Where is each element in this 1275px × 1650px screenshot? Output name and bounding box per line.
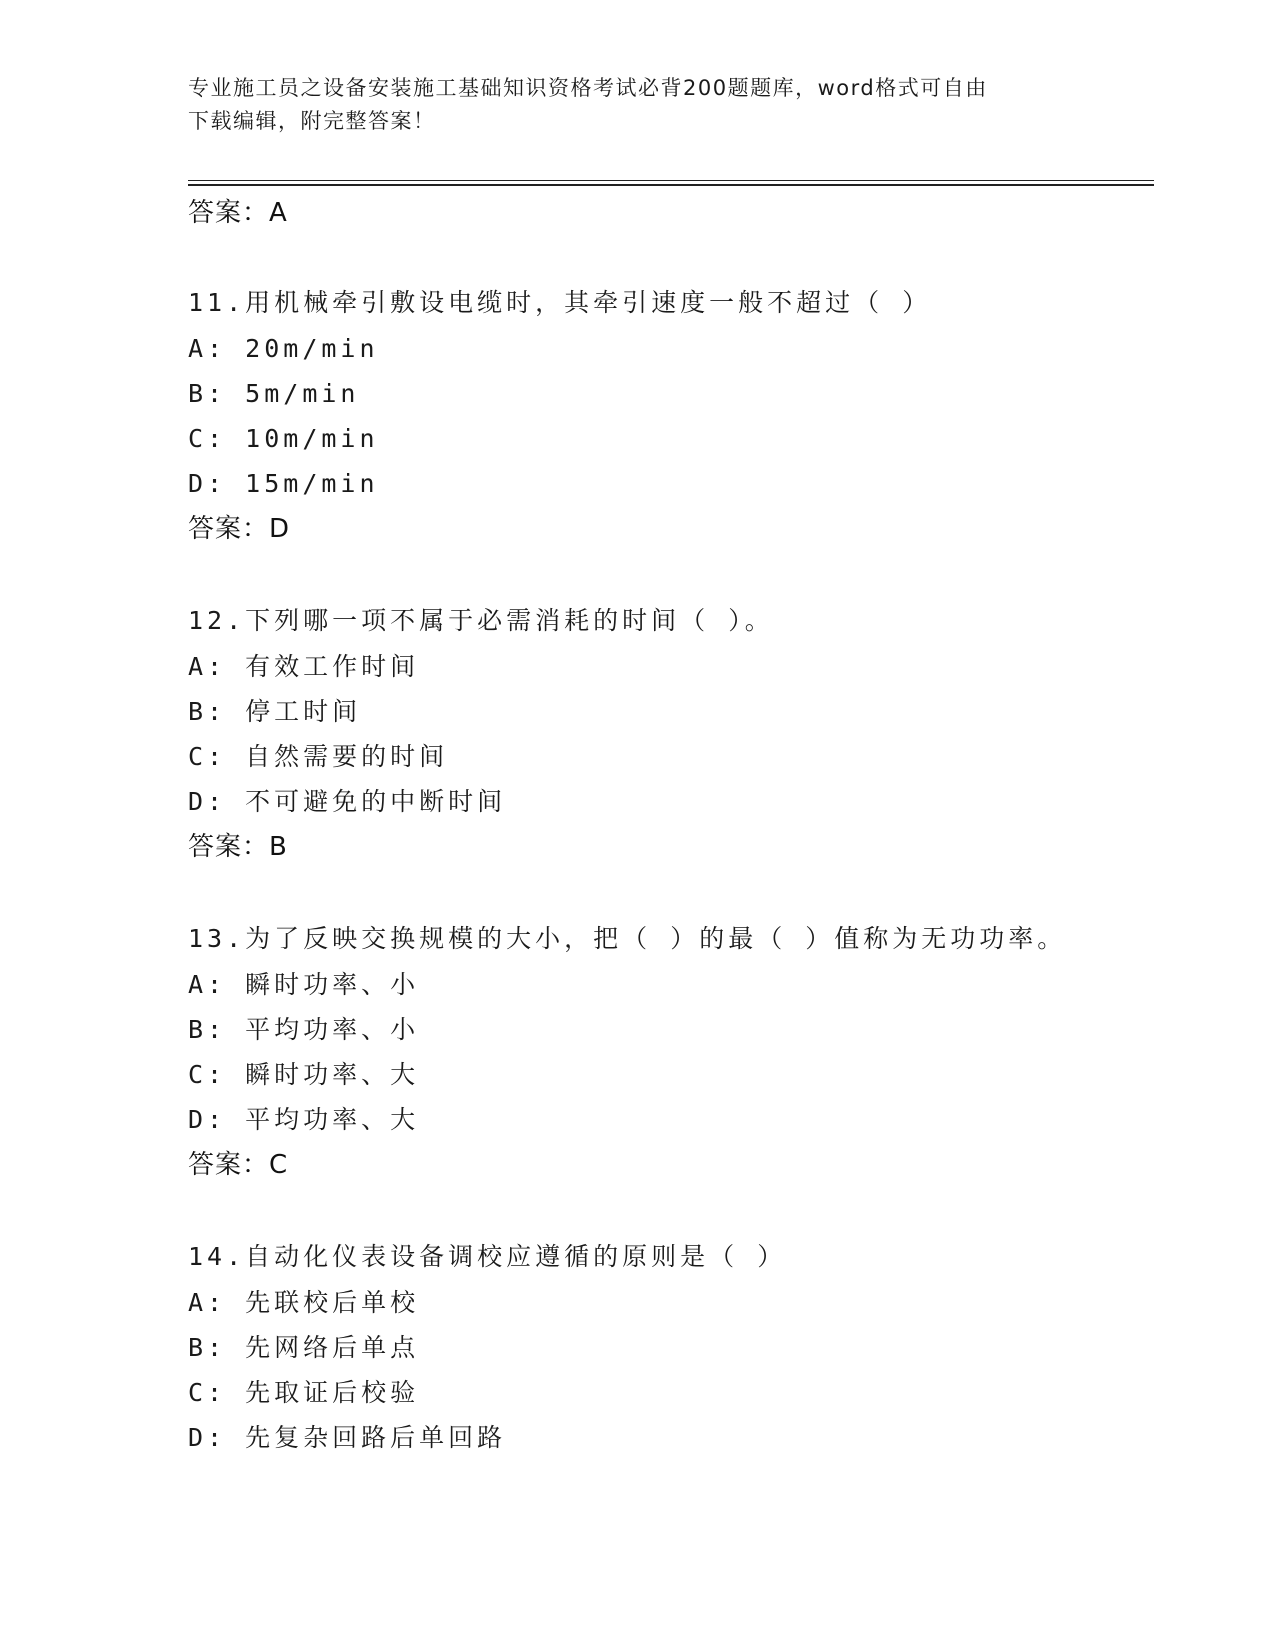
- option-text: 停工时间: [245, 697, 362, 726]
- option-key: A:: [188, 652, 227, 681]
- answer-line: 答案：C: [188, 1150, 289, 1180]
- question-text: 13.为了反映交换规模的大小，把（ ）的最（ ）值称为无功功率。: [188, 924, 1067, 953]
- option-key: C:: [188, 1060, 227, 1089]
- option-key: C:: [188, 742, 227, 771]
- option-d: [188, 1415, 1138, 1460]
- header-line-1: 专业施工员之设备安装施工基础知识资格考试必背200题题库，word格式可自由: [188, 76, 988, 100]
- option-a: [188, 1280, 1138, 1325]
- question-item: [188, 280, 1138, 552]
- previous-answer: 答案：A: [188, 198, 288, 228]
- option-text: 先联校后单校: [245, 1288, 420, 1317]
- question-text: 12.下列哪一项不属于必需消耗的时间（ ）。: [188, 606, 774, 635]
- option-key: B:: [188, 379, 227, 408]
- option-text: 先取证后校验: [245, 1378, 420, 1407]
- option-text: 自然需要的时间: [245, 742, 449, 771]
- option-text: 平均功率、小: [245, 1015, 420, 1044]
- header-rule-thick: [188, 184, 1154, 186]
- option-d: [188, 1097, 1138, 1142]
- option-key: A:: [188, 334, 227, 363]
- option-key: D:: [188, 787, 227, 816]
- question-text: 11.用机械牵引敷设电缆时，其牵引速度一般不超过（ ）: [188, 288, 932, 317]
- header-line-2: 下载编辑，附完整答案！: [188, 109, 436, 133]
- option-key: D:: [188, 1105, 227, 1134]
- option-text: 不可避免的中断时间: [245, 787, 507, 816]
- option-text: 20m/min: [245, 334, 379, 363]
- option-c: [188, 1052, 1138, 1097]
- option-b: [188, 371, 1138, 416]
- option-key: D:: [188, 1423, 227, 1452]
- option-key: C:: [188, 424, 227, 453]
- option-text: 5m/min: [245, 379, 360, 408]
- spacer: [188, 1188, 1138, 1234]
- spacer: [188, 870, 1138, 916]
- option-a: [188, 962, 1138, 1007]
- option-key: B:: [188, 1015, 227, 1044]
- option-text: 15m/min: [245, 469, 379, 498]
- option-c: [188, 416, 1138, 461]
- option-text: 先复杂回路后单回路: [245, 1423, 507, 1452]
- option-key: A:: [188, 1288, 227, 1317]
- option-text: 瞬时功率、大: [245, 1060, 420, 1089]
- question-item: [188, 1234, 1138, 1460]
- option-text: 瞬时功率、小: [245, 970, 420, 999]
- option-text: 平均功率、大: [245, 1105, 420, 1134]
- question-list: [188, 190, 1138, 1460]
- question-text: 14.自动化仪表设备调校应遵循的原则是（ ）: [188, 1242, 787, 1271]
- option-c: [188, 734, 1138, 779]
- spacer: [188, 236, 1138, 280]
- option-d: [188, 461, 1138, 506]
- question-item: [188, 598, 1138, 870]
- option-b: [188, 1007, 1138, 1052]
- option-b: [188, 689, 1138, 734]
- answer-line: 答案：D: [188, 514, 291, 544]
- document-header: [188, 72, 1088, 138]
- option-a: [188, 644, 1138, 689]
- spacer: [188, 552, 1138, 598]
- header-rule-thin: [188, 180, 1154, 181]
- option-text: 有效工作时间: [245, 652, 420, 681]
- option-key: A:: [188, 970, 227, 999]
- option-text: 先网络后单点: [245, 1333, 420, 1362]
- option-key: B:: [188, 697, 227, 726]
- option-a: [188, 326, 1138, 371]
- option-d: [188, 779, 1138, 824]
- option-c: [188, 1370, 1138, 1415]
- question-item: [188, 916, 1138, 1188]
- option-key: B:: [188, 1333, 227, 1362]
- answer-line: 答案：B: [188, 832, 288, 862]
- option-text: 10m/min: [245, 424, 379, 453]
- option-b: [188, 1325, 1138, 1370]
- option-key: C:: [188, 1378, 227, 1407]
- option-key: D:: [188, 469, 227, 498]
